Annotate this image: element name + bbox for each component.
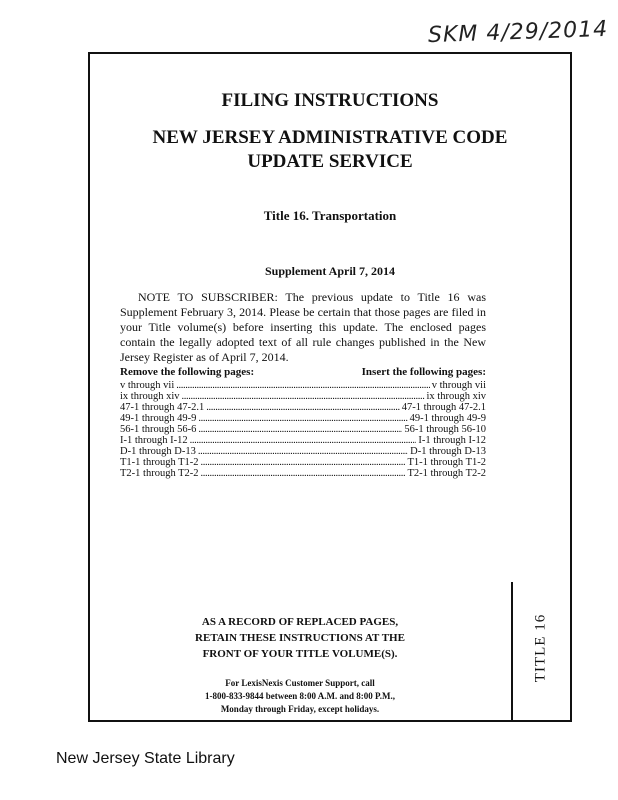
table-row: [120, 413, 486, 424]
retain-line: FRONT OF YOUR TITLE VOLUME(S).: [202, 648, 398, 660]
remove-pages-cell: 49-1 through 49-9: [120, 413, 197, 424]
table-row: [120, 457, 486, 468]
remove-pages-cell: ix through xiv: [120, 391, 180, 402]
retain-instructions-notice: [88, 614, 512, 662]
title-subject: Title 16. Transportation: [263, 208, 397, 223]
dot-leader: [190, 435, 417, 446]
support-line: For LexisNexis Customer Support, call: [225, 678, 375, 688]
dot-leader: [182, 391, 425, 402]
remove-pages-cell: 56-1 through 56-6: [120, 424, 197, 435]
insert-pages-cell: 56-1 through 56-10: [404, 424, 486, 435]
insert-pages-cell: T1-1 through T1-2: [407, 457, 486, 468]
dot-leader: [198, 446, 408, 457]
support-line: 1-800-833-9844 between 8:00 A.M. and 8:00 P.M.,: [205, 691, 395, 701]
dot-leader: [201, 468, 406, 479]
remove-pages-header: Remove the following pages:: [120, 366, 255, 378]
remove-pages-cell: T1-1 through T1-2: [120, 457, 199, 468]
support-line: Monday through Friday, except holidays.: [220, 704, 380, 714]
dot-leader: [176, 380, 430, 391]
library-footer: New Jersey State Library: [56, 750, 235, 767]
insert-pages-cell: v through vii: [431, 380, 486, 391]
dot-leader: [198, 413, 407, 424]
retain-line: AS A RECORD OF REPLACED PAGES,: [201, 616, 399, 628]
retain-line: RETAIN THESE INSTRUCTIONS AT THE: [195, 632, 405, 644]
remove-pages-cell: v through vii: [120, 380, 175, 391]
dot-leader: [198, 424, 402, 435]
code-name-line2: UPDATE SERVICE: [247, 151, 413, 172]
remove-pages-cell: 47-1 through 47-2.1: [120, 402, 205, 413]
insert-pages-cell: I-1 through I-12: [418, 435, 486, 446]
table-row: [120, 402, 486, 413]
dot-leader: [201, 457, 406, 468]
supplement-date: Supplement April 7, 2014: [264, 264, 396, 278]
insert-pages-cell: 47-1 through 47-2.1: [401, 402, 486, 413]
remove-pages-cell: T2-1 through T2-2: [120, 468, 199, 479]
remove-pages-cell: D-1 through D-13: [120, 446, 196, 457]
page-title: FILING INSTRUCTIONS: [221, 90, 439, 111]
table-row: [120, 380, 486, 391]
table-row: [120, 468, 486, 479]
insert-pages-cell: D-1 through D-13: [410, 446, 486, 457]
insert-pages-cell: ix through xiv: [426, 391, 486, 402]
subscriber-note: NOTE TO SUBSCRIBER: The previous update to Title 16 was Supplement February 3, 2014. Please be certain that those pages are filed in your Title volume(s) before inserting this update. The enclosed pages contain the legally adopted text of all rule changes published in the New Jersey Register as of April 7, 2014.: [120, 290, 486, 364]
table-row: [120, 435, 486, 446]
title-tab-label: TITLE 16: [532, 613, 549, 683]
table-row: [120, 446, 486, 457]
remove-pages-cell: I-1 through I-12: [120, 435, 188, 446]
handwritten-initials-date: SKM 4/29/2014: [427, 16, 609, 49]
code-name-line1: NEW JERSEY ADMINISTRATIVE CODE: [152, 127, 508, 148]
insert-pages-header: Insert the following pages:: [361, 366, 486, 378]
insert-pages-cell: T2-1 through T2-2: [407, 468, 486, 479]
dot-leader: [206, 402, 399, 413]
page-replacement-table: [120, 380, 486, 479]
table-row: [120, 391, 486, 402]
insert-pages-cell: 49-1 through 49-9: [409, 413, 486, 424]
customer-support-notice: [88, 677, 512, 716]
table-row: [120, 424, 486, 435]
